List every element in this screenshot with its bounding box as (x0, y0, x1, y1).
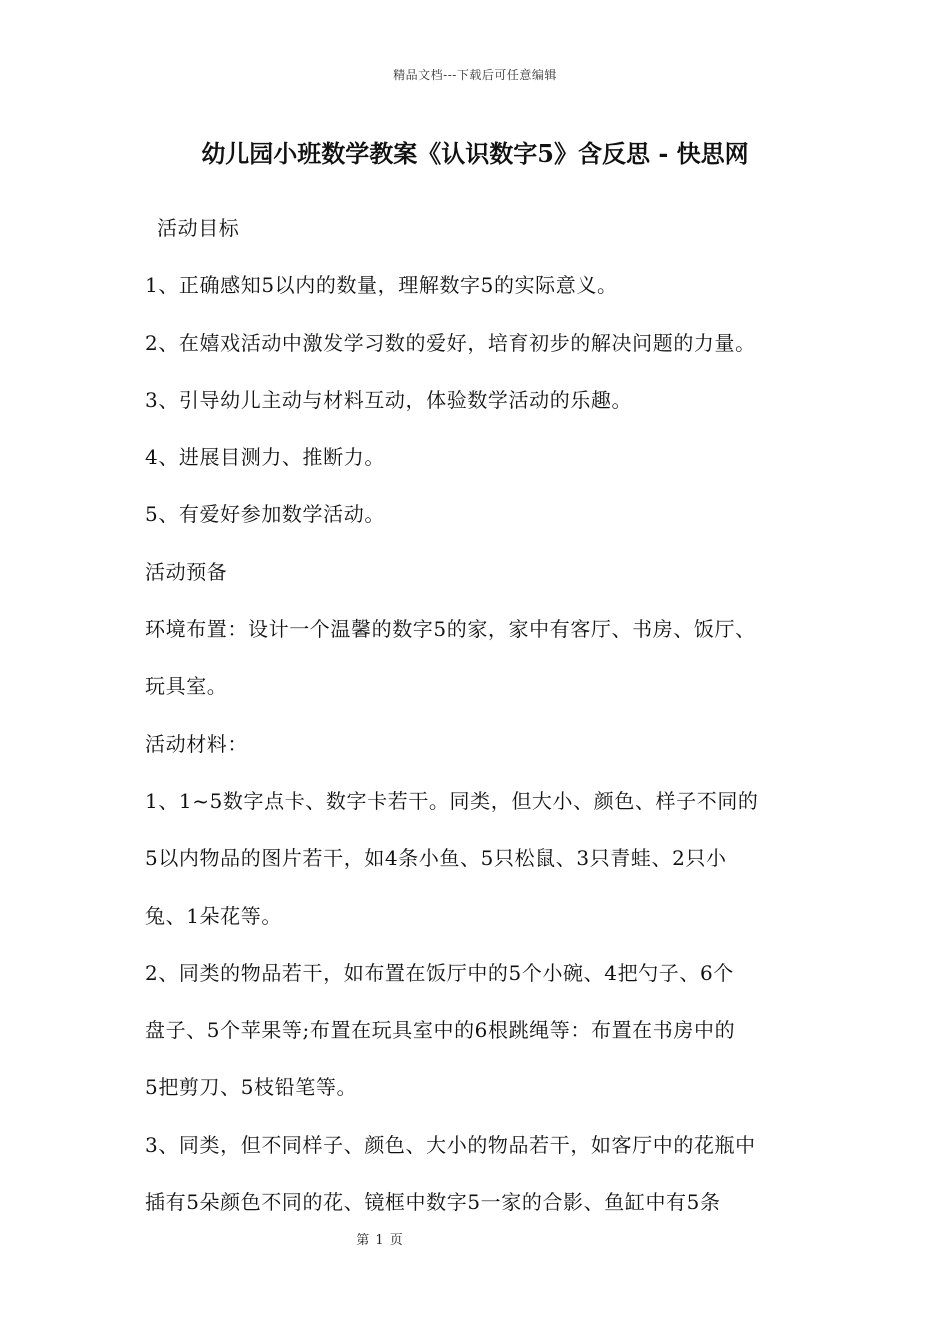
section-heading-preparation: 活动预备 (145, 559, 228, 584)
section-heading-materials: 活动材料： (145, 731, 248, 756)
page-number: 第 1 页 (356, 1233, 404, 1248)
paragraph-line: 3、同类，但不同样子、颜色、大小的物品若干，如客厅中的花瓶中 (145, 1132, 756, 1157)
paragraph-line: 兔、1朵花等。 (145, 903, 282, 928)
paragraph-line: 1、1~5数字点卡、数字卡若干。同类，但大小、颜色、样子不同的 (145, 788, 759, 813)
document-body (145, 200, 825, 1231)
header-note: 精品文档---下载后可任意编辑 (393, 68, 557, 82)
paragraph-line: 盘子、5个苹果等;布置在玩具室中的6根跳绳等：布置在书房中的 (145, 1018, 736, 1043)
paragraph-line: 环境布置：设计一个温馨的数字5的家，家中有客厅、书房、饭厅、 (145, 617, 756, 642)
paragraph-line: 5把剪刀、5枝铅笔等。 (145, 1075, 358, 1100)
paragraph-line: 5、有爱好参加数学活动。 (145, 502, 385, 527)
paragraph-line: 4、进展目测力、推断力。 (145, 445, 385, 470)
document-title: 幼儿园小班数学教案《认识数字5》含反思 - 快思网 (201, 139, 749, 168)
paragraph-line: 3、引导幼儿主动与材料互动，体验数学活动的乐趣。 (145, 387, 633, 412)
section-heading-goals: 活动目标 (157, 216, 240, 240)
paragraph-line: 插有5朵颜色不同的花、镜框中数字5一家的合影、鱼缸中有5条 (145, 1190, 721, 1215)
paragraph-line: 1、正确感知5以内的数量，理解数字5的实际意义。 (145, 273, 618, 298)
paragraph-line: 2、在嬉戏活动中激发学习数的爱好，培育初步的解决问题的力量。 (145, 330, 756, 355)
paragraph-line: 5以内物品的图片若干，如4条小鱼、5只松鼠、3只青蛙、2只小 (145, 846, 727, 871)
paragraph-line: 2、同类的物品若干，如布置在饭厅中的5个小碗、4把勺子、6个 (145, 960, 734, 985)
paragraph-line: 玩具室。 (145, 674, 228, 699)
